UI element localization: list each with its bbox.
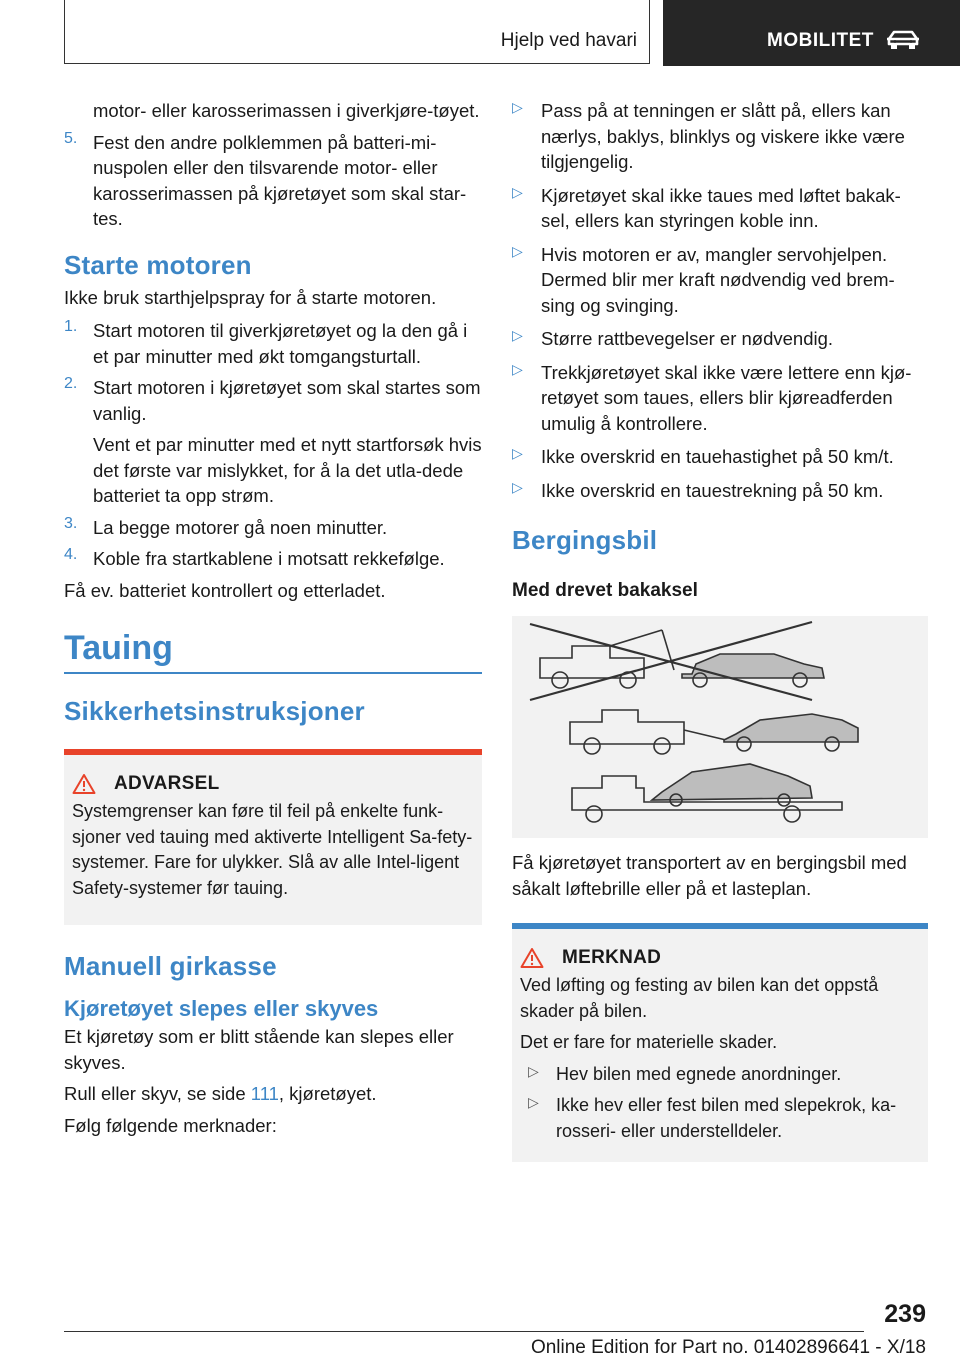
triangle-bullet-icon: ▷ [512, 183, 523, 200]
step-text: La begge motorer gå noen minutter. [93, 516, 388, 538]
after-steps-text: Få ev. batteriet kontrollert og etterladet. [64, 579, 386, 601]
tow-truck-illustration [512, 616, 928, 838]
roll-text [64, 1081, 482, 1107]
step-text: Start motoren til giverkjøretøyet og la den gå i et par minutter med økt tomgangsturtall. [93, 320, 468, 367]
footer-rule [64, 1331, 864, 1332]
note-bullet-text: Hev bilen med egnede anordninger. [556, 1063, 842, 1084]
note-bullet-text: Ikke hev eller fest bilen med slepekrok, ka-rosseri- eller understelldeler. [556, 1095, 897, 1141]
list-item [512, 360, 928, 437]
note-title: MERKNAD [562, 947, 662, 968]
roll-prefix: Rull eller skyv, se side [64, 1083, 251, 1104]
warning-triangle-icon [72, 773, 96, 795]
step-number: 3. [64, 514, 78, 532]
header-category-box [663, 0, 960, 66]
start-intro: Ikke bruk starthjelpspray for å starte motoren. [64, 286, 437, 308]
header-section-box [64, 0, 650, 64]
list-item [64, 546, 482, 572]
list-item [520, 1093, 920, 1144]
step-text: Fest den andre polklemmen på batteri-mi-nuspolen eller den tilsvarende motor- eller karosserimassen på kjøretøyet som skal star-tes. [93, 131, 467, 229]
warning-header [72, 773, 474, 795]
continued-text: motor- eller karosserimassen i giverkjøre-tøyet. [93, 100, 480, 121]
note-box [512, 923, 928, 1162]
heading-rule [64, 672, 482, 674]
step-text: Koble fra startkablene i motsatt rekkefølge. [93, 548, 445, 569]
list-item [512, 478, 928, 504]
heading-rear-drive: Med drevet bakaksel [512, 580, 698, 601]
tow-text: Et kjøretøy som er blitt stående kan slepes eller skyves. [64, 1026, 454, 1073]
warning-triangle-icon [520, 947, 544, 969]
step-number: 1. [64, 318, 78, 335]
list-item [512, 326, 928, 352]
triangle-bullet-icon: ▷ [512, 445, 523, 461]
follow-text: Følg følgende merknader: [64, 1114, 277, 1136]
step-number: 4. [64, 546, 78, 563]
page-number: 239 [884, 1300, 926, 1328]
list-item [512, 242, 928, 319]
right-column [512, 98, 928, 1162]
transport-text: Få kjøretøyet transportert av en bergingsbil med såkalt løftebrille eller på et lasteplan. [512, 852, 907, 899]
roll-suffix: , kjøretøyet. [278, 1083, 377, 1104]
triangle-bullet-icon: ▷ [512, 360, 523, 377]
triangle-bullet-icon: ▷ [512, 99, 523, 115]
tow-truck-drawing [512, 616, 928, 838]
heading-tow-push: Kjøretøyet slepes eller skyves [64, 996, 379, 1021]
step-extra-text: Vent et par minutter med et nytt startforsøk hvis det første var mislykket, for å la det utla-dede batteriet ta opp strøm. [93, 434, 482, 506]
note-header [520, 947, 920, 969]
header-category-title: MOBILITET [767, 30, 874, 51]
heading-towing: Tauing [64, 629, 173, 667]
heading-tow-truck: Bergingsbil [512, 525, 658, 555]
bullet-text: Større rattbevegelser er nødvendig. [541, 328, 834, 349]
list-item [64, 318, 482, 369]
footer-edition: Online Edition for Part no. 01402896641 - X/18 [530, 1337, 926, 1358]
warning-text: Systemgrenser kan føre til feil på enkelte funk-sjoner ved tauing med aktiverte Intelligent Sa-fety-systemer. Fare for ulykker. Slå av alle Intel-ligent Safety-systemer før tauing. [72, 801, 473, 898]
triangle-bullet-icon: ▷ [528, 1094, 539, 1110]
list-item [64, 130, 482, 232]
note-text: Ved løfting og festing av bilen kan det oppstå skader på bilen. [520, 975, 879, 1021]
heading-manual-gearbox: Manuell girkasse [64, 951, 277, 981]
bullet-text: Ikke overskrid en tauehastighet på 50 km/t. [541, 446, 894, 467]
heading-safety: Sikkerhetsinstruksjoner [64, 696, 365, 726]
triangle-bullet-icon: ▷ [512, 478, 523, 495]
list-item [512, 444, 928, 470]
bullet-text: Kjøretøyet skal ikke taues med løftet bakak-sel, ellers kan styringen koble inn. [541, 184, 901, 231]
car-icon [885, 28, 921, 52]
list-item [512, 183, 928, 234]
warning-box [64, 749, 482, 925]
heading-start-engine: Starte motoren [64, 249, 252, 280]
warning-title: ADVARSEL [114, 773, 220, 794]
page-link[interactable]: 111 [250, 1083, 279, 1104]
list-item [520, 1062, 920, 1088]
triangle-bullet-icon: ▷ [512, 242, 523, 259]
list-item [64, 375, 482, 426]
triangle-bullet-icon: ▷ [512, 327, 523, 343]
bullet-text: Pass på at tenningen er slått på, ellers kan nærlys, baklys, blinklys og viskere ikke være tilgjengelig. [541, 100, 905, 172]
step-number: 2. [64, 375, 78, 392]
triangle-bullet-icon: ▷ [528, 1062, 539, 1079]
bullet-text: Ikke overskrid en tauestrekning på 50 km. [541, 479, 884, 501]
step-text: Start motoren i kjøretøyet som skal startes som vanlig. [93, 377, 481, 424]
list-item [512, 98, 928, 175]
note-text: Det er fare for materielle skader. [520, 1032, 778, 1052]
step-number: 5. [64, 129, 78, 147]
bullet-text: Trekkjøretøyet skal ikke være lettere enn kjø-retøyet som taues, ellers blir kjøreadferden umulig å kontrollere. [541, 361, 912, 434]
bullet-text: Hvis motoren er av, mangler servohjelpen. Dermed blir mer kraft nødvendig ved brem-sing og svinging. [541, 243, 895, 316]
left-column [64, 98, 482, 1138]
header-section-title: Hjelp ved havari [500, 30, 637, 51]
list-item [64, 515, 482, 541]
